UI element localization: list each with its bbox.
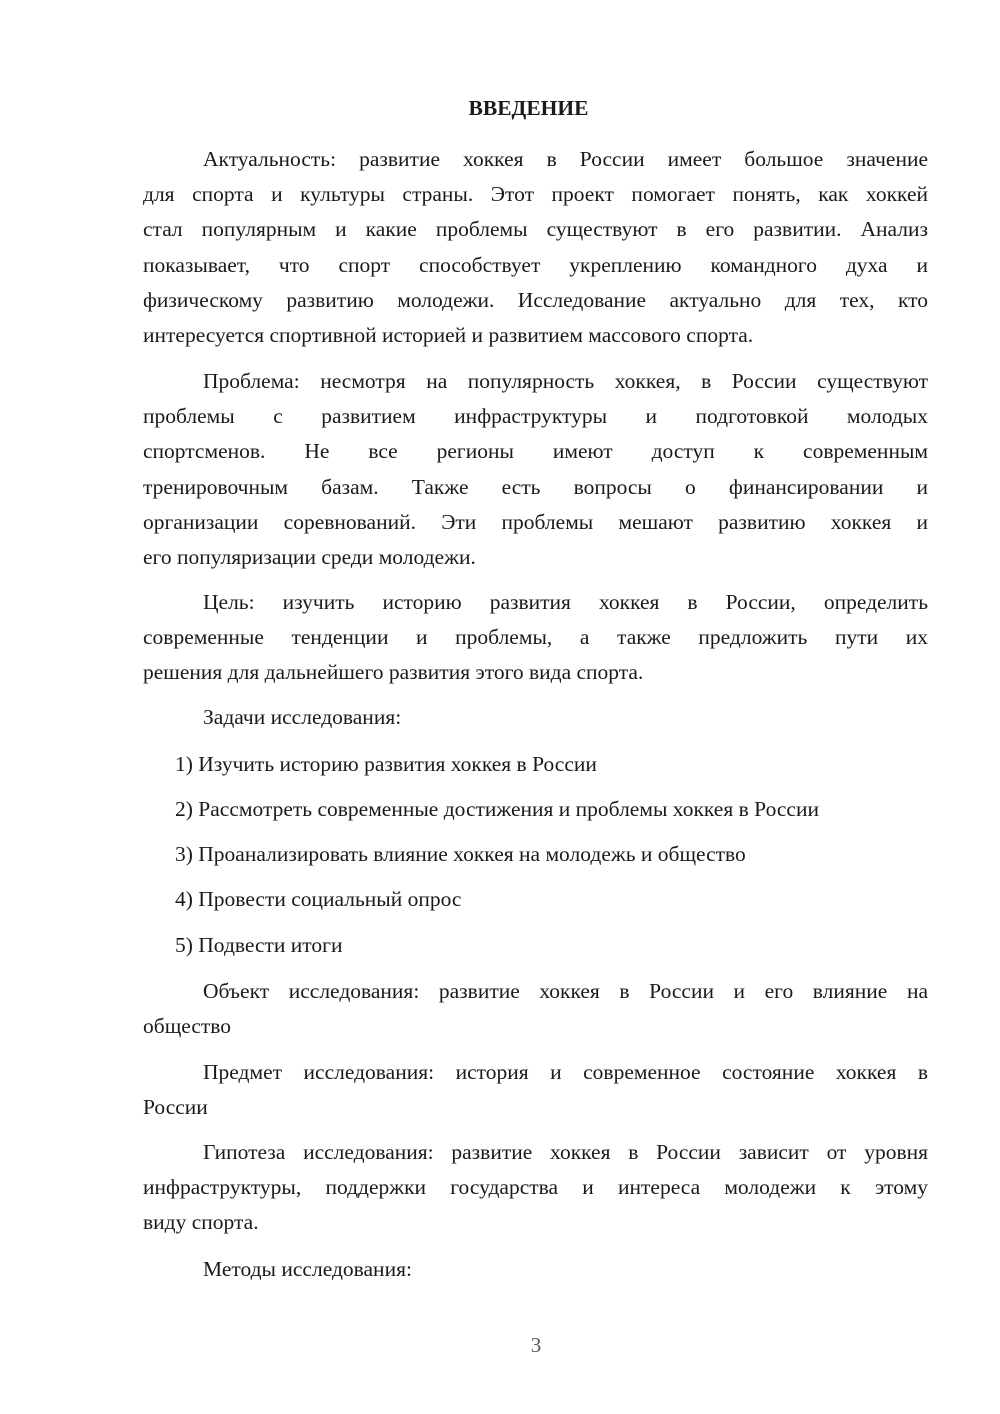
text-line: России bbox=[143, 1095, 208, 1120]
paragraph-subject bbox=[143, 1055, 928, 1125]
text-line: организации соревнований. Эти проблемы мешают развитию хоккея и bbox=[143, 509, 928, 534]
text-line: показывает, что спорт способствует укреплению командного духа и bbox=[143, 252, 928, 277]
page-number: 3 bbox=[530, 1333, 542, 1357]
text-line: современные тенденции и проблемы, а также предложить пути их bbox=[143, 625, 928, 650]
text-line: спортсменов. Не все регионы имеют доступ к современным bbox=[143, 439, 928, 464]
text-line: его популяризации среди молодежи. bbox=[143, 544, 476, 569]
text-line: Объект исследования: развитие хоккея в России и его влияние на bbox=[203, 979, 928, 1003]
text-line: Проблема: несмотря на популярность хоккея, в России существуют bbox=[203, 369, 928, 393]
text-line: инфраструктуры, поддержки государства и интереса молодежи к этому bbox=[143, 1175, 928, 1200]
text-line: Гипотеза исследования: развитие хоккея в России зависит от уровня bbox=[203, 1140, 928, 1164]
tasks-heading: Задачи исследования: bbox=[203, 705, 402, 729]
text-line: физическому развитию молодежи. Исследование актуально для тех, кто bbox=[143, 287, 928, 312]
task-item: 4) Провести социальный опрос bbox=[175, 887, 462, 911]
task-item: 2) Рассмотреть современные достижения и проблемы хоккея в России bbox=[175, 797, 819, 821]
text-line: общество bbox=[143, 1014, 232, 1039]
text-line: интересуется спортивной историей и развитием массового спорта. bbox=[143, 322, 754, 347]
methods-heading: Методы исследования: bbox=[203, 1257, 412, 1281]
paragraph-goal bbox=[143, 585, 928, 691]
text-line: для спорта и культуры страны. Этот проект помогает понять, как хоккей bbox=[143, 182, 928, 207]
section-title: ВВЕДЕНИЕ bbox=[468, 96, 589, 120]
text-line: тренировочным базам. Также есть вопросы о финансировании и bbox=[143, 474, 928, 499]
paragraph-object bbox=[143, 974, 928, 1044]
paragraph-hypothesis bbox=[143, 1135, 928, 1241]
text-line: Актуальность: развитие хоккея в России имеет большое значение bbox=[203, 147, 928, 171]
task-item: 1) Изучить историю развития хоккея в России bbox=[175, 752, 597, 776]
text-line: стал популярным и какие проблемы существуют в его развитии. Анализ bbox=[143, 217, 928, 242]
text-line: виду спорта. bbox=[143, 1210, 259, 1235]
text-line: Предмет исследования: история и современное состояние хоккея в bbox=[203, 1060, 928, 1084]
text-line: проблемы с развитием инфраструктуры и подготовкой молодых bbox=[143, 404, 928, 429]
text-line: Цель: изучить историю развития хоккея в России, определить bbox=[203, 590, 928, 614]
task-item: 3) Проанализировать влияние хоккея на молодежь и общество bbox=[175, 842, 746, 866]
paragraph-problem bbox=[143, 364, 928, 575]
text-line: решения для дальнейшего развития этого вида спорта. bbox=[143, 660, 644, 685]
task-item: 5) Подвести итоги bbox=[175, 933, 343, 957]
paragraph-relevance bbox=[143, 142, 928, 353]
